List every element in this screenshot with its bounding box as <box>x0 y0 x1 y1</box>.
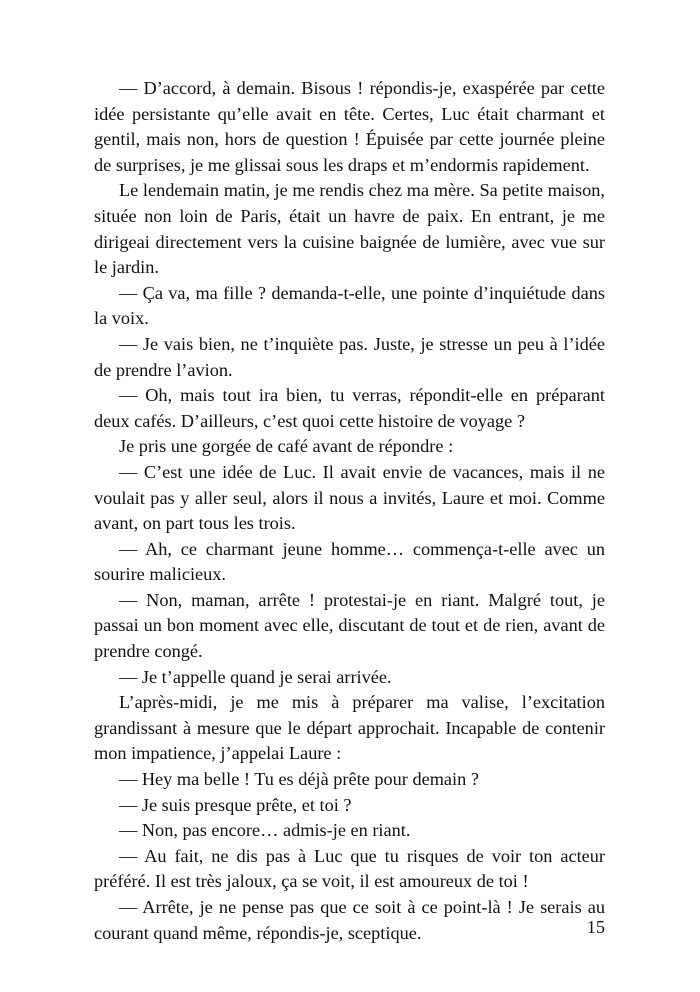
paragraph: Le lendemain matin, je me rendis chez ma mère. Sa petite maison, située non loin de Paris, était un havre de paix. En entrant, je me dirigeai directement vers la cuisine baignée de lumière, avec vue sur le jardin. <box>94 180 605 278</box>
paragraph: — C’est une idée de Luc. Il avait envie de vacances, mais il ne voulait pas y aller seul, alors il nous a invités, Laure et moi. Comme avant, on part tous les trois. <box>94 461 605 534</box>
paragraph: — Arrête, je ne pense pas que ce soit à ce point-là ! Je serais au courant quand même, répondis-je, sceptique. <box>94 897 605 943</box>
paragraph: — Ça va, ma fille ? demanda-t-elle, une pointe d’inquiétude dans la voix. <box>94 282 605 329</box>
paragraph: — Je vais bien, ne t’inquiète pas. Juste, je stresse un peu à l’idée de prendre l’avion. <box>94 333 605 380</box>
paragraph: — Hey ma belle ! Tu es déjà prête pour demain ? <box>119 769 479 790</box>
paragraph: Je pris une gorgée de café avant de répondre : <box>119 436 454 457</box>
paragraph: — D’accord, à demain. Bisous ! répondis-je, exaspérée par cette idée persistante qu’elle avait en tête. Certes, Luc était charmant et gentil, mais non, hors de question ! Épuisée par cette journée pleine de surprises, je me glissai sous les draps et m’endormis rapidement. <box>94 78 605 175</box>
paragraph: L’après-midi, je me mis à préparer ma valise, l’excitation grandissant à mesure que le départ approchait. Incapable de contenir mon impatience, j’appelai Laure : <box>94 692 605 764</box>
paragraph: — Au fait, ne dis pas à Luc que tu risques de voir ton acteur préféré. Il est très jaloux, ça se voit, il est amoureux de toi ! <box>94 845 605 892</box>
paragraph: — Je t’appelle quand je serai arrivée. <box>119 666 392 687</box>
paragraph: — Je suis presque prête, et toi ? <box>119 794 352 815</box>
body-text <box>94 76 605 946</box>
page-number: 15 <box>586 917 605 937</box>
paragraph: — Non, maman, arrête ! protestai-je en riant. Malgré tout, je passai un bon moment avec elle, discutant de tout et de rien, avant de prendre congé. <box>94 589 605 662</box>
paragraph: — Non, pas encore… admis-je en riant. <box>119 820 411 841</box>
paragraph: — Ah, ce charmant jeune homme… commença-t-elle avec un sourire malicieux. <box>94 538 605 585</box>
paragraph: — Oh, mais tout ira bien, tu verras, répondit-elle en préparant deux cafés. D’ailleurs, c’est quoi cette histoire de voyage ? <box>94 385 605 431</box>
